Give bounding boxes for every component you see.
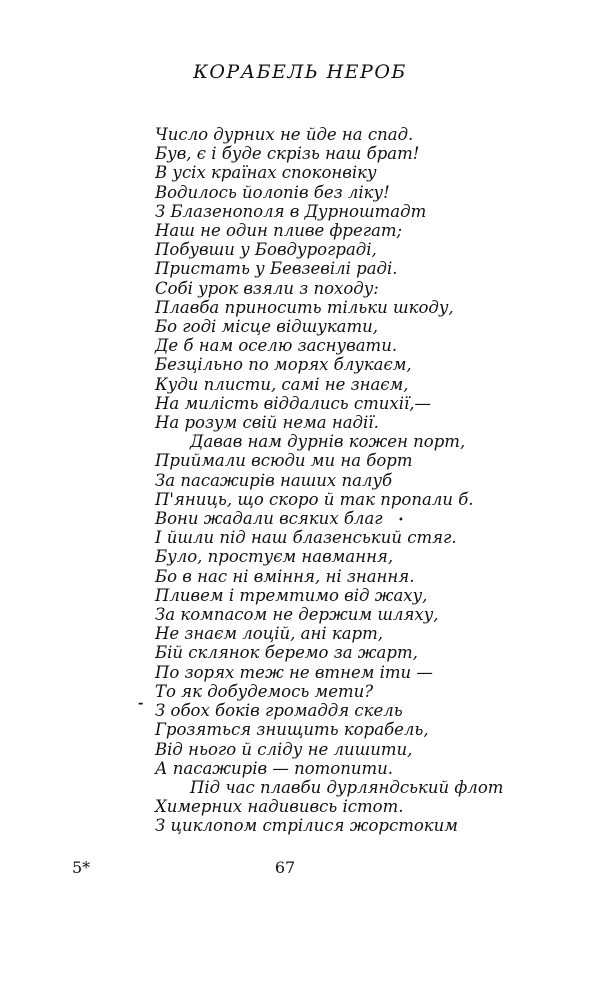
poem-line: Наш не один пливе фрегат; <box>155 221 403 241</box>
poem-line: З Блазенополя в Дурноштадт <box>155 201 427 221</box>
page-number: 67 <box>274 858 296 877</box>
poem-line: На милість віддались стихії,— <box>155 393 432 413</box>
poem-line: І йшли під наш блазенський стяг. <box>155 528 457 548</box>
margin-mark: - <box>138 696 144 711</box>
poem-line: Безцільно по морях блукаєм, <box>155 355 412 375</box>
poem-line: Де б нам оселю заснувати. <box>155 336 398 356</box>
poem-line: А пасажирів — потопити. <box>155 758 394 778</box>
poem-line: Давав нам дурнів кожен порт, <box>190 432 466 452</box>
poem-line: За компасом не держим шляху, <box>155 605 439 625</box>
print-speck: • <box>398 515 404 526</box>
poem-line: З обох боків громаддя скель <box>155 701 403 721</box>
poem-line: Плавба приносить тільки шкоду, <box>155 297 454 317</box>
running-title: КОРАБЕЛЬ НЕРОБ <box>193 61 407 83</box>
poem-line: На розум свій нема надії. <box>155 413 379 433</box>
poem-line: По зорях теж не втнем іти — <box>155 662 433 682</box>
poem-line: Побувши у Бовдурограді, <box>155 240 377 260</box>
poem-line: Під час плавби дурляндський флот <box>190 777 504 797</box>
poem-line: Собі урок взяли з походу: <box>155 278 379 298</box>
poem-line: Бо в нас ні вміння, ні знання. <box>155 566 415 586</box>
poem-line: Грозяться знищить корабель, <box>155 720 429 740</box>
poem-line: Приймали всюди ми на борт <box>155 451 413 471</box>
poem-line: Число дурних не йде на спад. <box>155 125 414 144</box>
poem-line: Куди плисти, самі не знаєм, <box>155 374 409 394</box>
poem-line: В усіх країнах споконвіку <box>155 163 377 183</box>
poem-line: П'яниць, що скоро й так пропали б. <box>155 489 474 509</box>
poem-line: Водилось йолопів без ліку! <box>155 182 390 202</box>
printer-signature: 5* <box>72 858 91 877</box>
poem-line: Пристать у Бевзевілі раді. <box>155 259 398 279</box>
poem-line: З циклопом стрілися жорстоким <box>155 816 458 836</box>
poem-line: Вони жадали всяких благ <box>155 509 383 529</box>
poem-line: Був, є і буде скрізь наш брат! <box>155 144 420 164</box>
poem-line: Бо годі місце відшукати, <box>155 317 379 337</box>
poem-line: Не знаєм лоцій, ані карт, <box>155 624 383 644</box>
poem-line: Від нього й сліду не лишити, <box>155 739 413 759</box>
poem-body <box>155 125 575 836</box>
poem-line: Бій склянок беремо за жарт, <box>155 643 418 663</box>
poem-line: Пливем і тремтимо від жаху, <box>155 585 428 605</box>
poem-line: За пасажирів наших палуб <box>155 470 393 490</box>
poem-line: То як добудемось мети? <box>155 681 374 701</box>
poem-line: Було, простуєм навмання, <box>155 547 394 567</box>
poem-line: Химерних надививсь істот. <box>155 797 404 817</box>
